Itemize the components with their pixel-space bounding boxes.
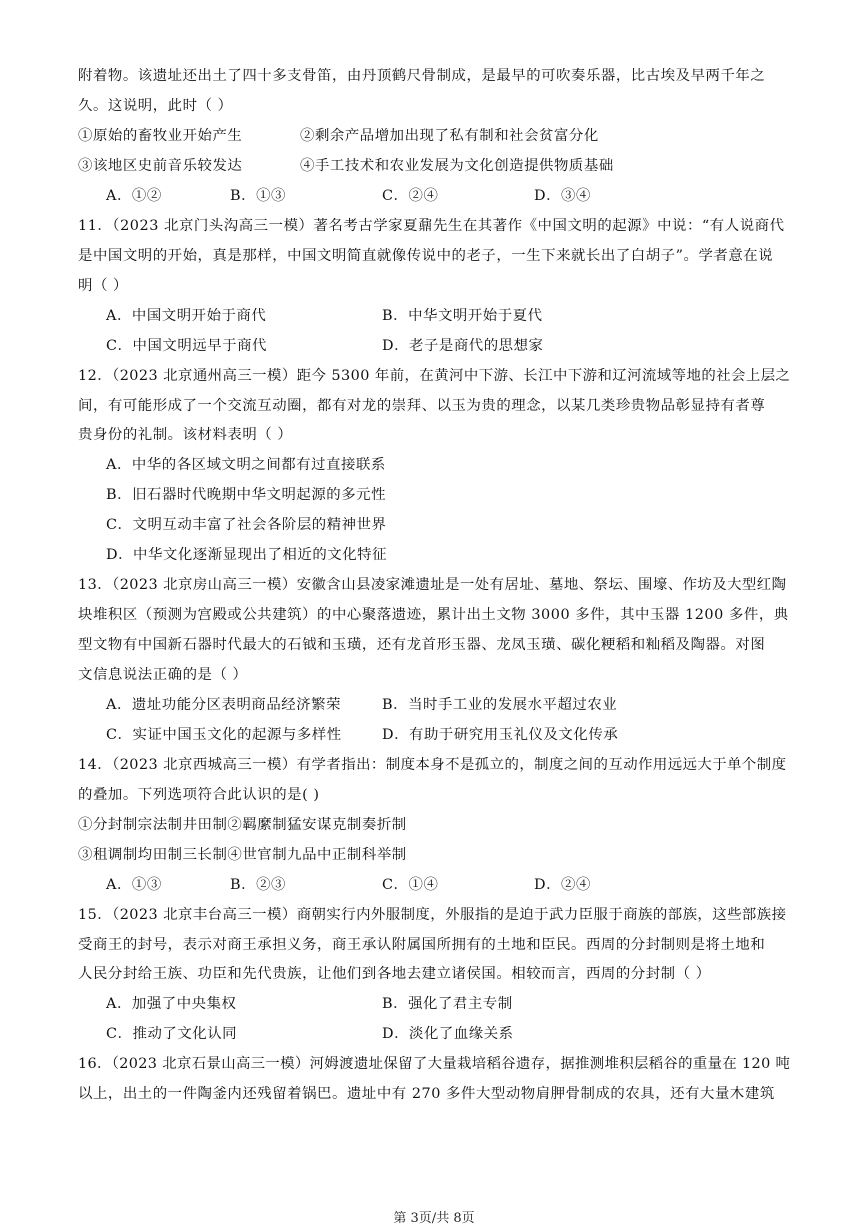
q13-stem-line: 文信息说法正确的是（ ） [78, 667, 248, 683]
q16-stem-line: 以上，出土的一件陶釜内还残留着锅巴。遗址中有 270 多件大型动物肩胛骨制成的农具，还有大量木建筑 [78, 1086, 775, 1102]
q10-text-line: 久。这说明，此时（ ） [78, 98, 233, 114]
q13-stem-line: 块堆积区（预测为宫殿或公共建筑）的中心聚落遗迹，累计出土文物 3000 多件，其中玉器 1200 多件，典 [78, 607, 789, 623]
q11-option-d[interactable]: D．老子是商代的思想家 [382, 338, 544, 354]
q14-option-c[interactable]: C．①④ [382, 877, 439, 893]
q10-option-b[interactable]: B．①③ [230, 188, 286, 204]
q15-option-d[interactable]: D．淡化了血缘关系 [382, 1026, 514, 1042]
q10-option-a[interactable]: A．①② [106, 188, 162, 204]
q11-option-a[interactable]: A．中国文明开始于商代 [106, 308, 267, 324]
q10-option-d[interactable]: D．③④ [534, 188, 591, 204]
q12-stem-line: 贵身份的礼制。该材料表明（ ） [78, 427, 293, 443]
q14-stem-line: 的叠加。下列选项符合此认识的是( ) [78, 787, 320, 803]
q13-stem-line: 13．（2023 北京房山高三一模）安徽含山县凌家滩遗址是一处有居址、墓地、祭坛、围壕、作坊及大型红陶 [78, 577, 787, 593]
q13-option-a[interactable]: A．遗址功能分区表明商品经济繁荣 [106, 697, 342, 713]
q14-option-b[interactable]: B．②③ [230, 877, 286, 893]
q13-stem-line: 型文物有中国新石器时代最大的石钺和玉璜，还有龙首形玉器、龙凤玉璜、碳化粳稻和籼稻及陶器。对图 [78, 637, 766, 653]
q15-stem-line: 受商王的封号，表示对商王承担义务，商王承认附属国所拥有的土地和臣民。西周的分封制则是将土地和 [78, 937, 766, 953]
q14-option-d[interactable]: D．②④ [534, 877, 591, 893]
q11-option-b[interactable]: B．中华文明开始于夏代 [382, 308, 543, 324]
q14-statement: ③租调制均田制三长制④世官制九品中正制科举制 [78, 847, 407, 863]
q12-option-c[interactable]: C．文明互动丰富了社会各阶层的精神世界 [106, 517, 387, 533]
q10-statement: ③该地区史前音乐较发达 [78, 158, 243, 174]
q15-option-c[interactable]: C．推动了文化认同 [106, 1026, 238, 1042]
q11-option-c[interactable]: C．中国文明远早于商代 [106, 338, 267, 354]
q10-statement: ①原始的畜牧业开始产生 [78, 128, 243, 144]
q10-statement: ②剩余产品增加出现了私有制和社会贫富分化 [300, 128, 599, 144]
q13-option-d[interactable]: D．有助于研究用玉礼仪及文化传承 [382, 727, 619, 743]
q13-option-c[interactable]: C．实证中国玉文化的起源与多样性 [106, 727, 342, 743]
q15-option-a[interactable]: A．加强了中央集权 [106, 996, 237, 1012]
q12-option-b[interactable]: B．旧石器时代晚期中华文明起源的多元性 [106, 487, 387, 503]
q15-option-b[interactable]: B．强化了君主专制 [382, 996, 513, 1012]
q14-statement: ①分封制宗法制井田制②羁縻制猛安谋克制奏折制 [78, 817, 407, 833]
q11-stem-line: 是中国文明的开始，真是那样，中国文明简直就像传说中的老子，一生下来就长出了白胡子”。学者意在说 [78, 248, 774, 264]
q12-option-d[interactable]: D．中华文化逐渐显现出了相近的文化特征 [106, 547, 388, 563]
q11-stem-line: 11．（2023 北京门头沟高三一模）著名考古学家夏鼐先生在其著作《中国文明的起源》中说：“有人说商代 [78, 218, 785, 234]
q15-stem-line: 人民分封给王族、功臣和先代贵族，让他们到各地去建立诸侯国。相较而言，西周的分封制（ ） [78, 966, 711, 982]
q16-stem-line: 16．（2023 北京石景山高三一模）河姆渡遗址保留了大量栽培稻谷遗存，据推测堆积层稻谷的重量在 120 吨 [78, 1056, 791, 1072]
q12-option-a[interactable]: A．中华的各区域文明之间都有过直接联系 [106, 457, 386, 473]
q14-stem-line: 14．（2023 北京西城高三一模）有学者指出：制度本身不是孤立的，制度之间的互动作用远远大于单个制度 [78, 757, 787, 773]
q11-stem-line: 明（ ） [78, 278, 128, 294]
q14-option-a[interactable]: A．①③ [106, 877, 162, 893]
q10-option-c[interactable]: C．②④ [382, 188, 439, 204]
q12-stem-line: 间，有可能形成了一个交流互动圈，都有对龙的崇拜、以玉为贵的理念，以某几类珍贵物品彰显持有者尊 [78, 398, 766, 414]
q12-stem-line: 12．（2023 北京通州高三一模）距今 5300 年前，在黄河中下游、长江中下游和辽河流域等地的社会上层之 [78, 368, 791, 384]
q10-text-line: 附着物。该遗址还出土了四十多支骨笛，由丹顶鹤尺骨制成，是最早的可吹奏乐器，比古埃及早两千年之 [78, 68, 766, 84]
q13-option-b[interactable]: B．当时手工业的发展水平超过农业 [382, 697, 618, 713]
q15-stem-line: 15．（2023 北京丰台高三一模）商朝实行内外服制度，外服指的是迫于武力臣服于商族的部族，这些部族接 [78, 907, 787, 923]
q10-statement: ④手工技术和农业发展为文化创造提供物质基础 [300, 158, 614, 174]
page-number: 第 3页/共 8页 [393, 1211, 475, 1226]
